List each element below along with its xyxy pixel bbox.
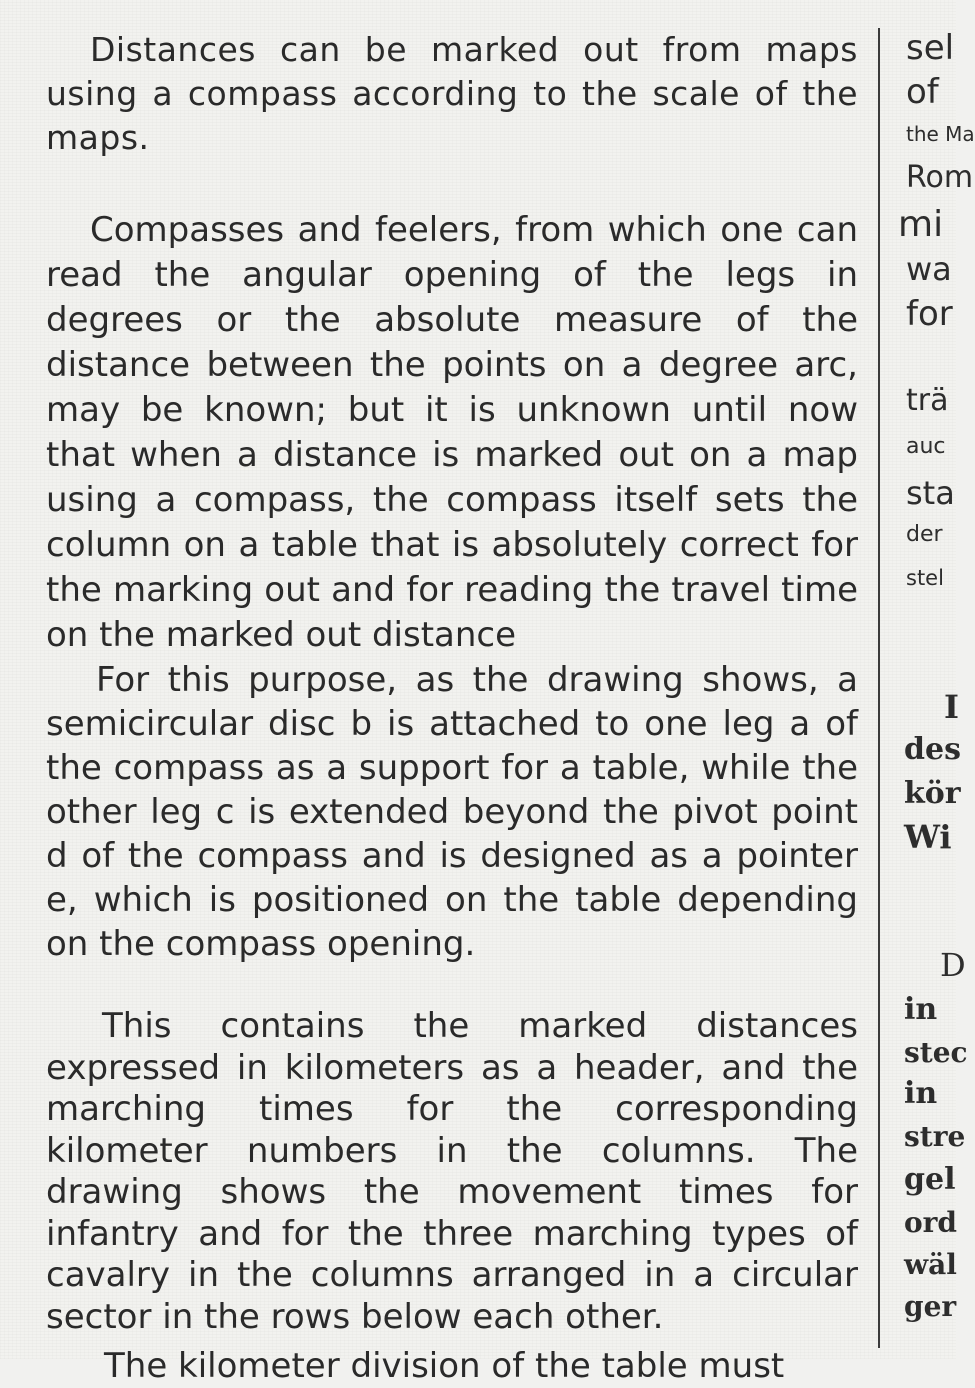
side-fragment: der bbox=[906, 522, 943, 547]
side-fragment: gel bbox=[904, 1162, 956, 1197]
side-fragment: in bbox=[904, 1076, 938, 1111]
side-fragment: stec bbox=[904, 1036, 968, 1069]
side-fragment: sta bbox=[906, 474, 955, 512]
side-fragment: in bbox=[904, 992, 938, 1027]
paragraph-2: Compasses and feelers, from which one can read the angular opening of the legs in degrees or the absolute measure of the distance between the points on a degree arc, may be known; but it is unknown until now that when a distance is marked out on a map using a compass, the compass itself sets the column on a table that is absolutely correct for the marking out and for reading the travel time on the marked out distance bbox=[46, 210, 858, 655]
paragraph-1: Distances can be marked out from maps using a compass according to the scale of the maps. bbox=[46, 30, 858, 157]
main-text-column bbox=[46, 28, 858, 1388]
side-fragment: stre bbox=[904, 1120, 966, 1153]
side-fragment: D bbox=[940, 946, 966, 984]
side-fragment: wa bbox=[906, 250, 952, 288]
side-fragment: for bbox=[906, 294, 953, 334]
side-fragment: des bbox=[904, 732, 961, 767]
side-fragment: ord bbox=[904, 1206, 958, 1239]
side-fragment: kör bbox=[904, 776, 961, 811]
side-fragment: of bbox=[906, 72, 939, 112]
side-fragment: trä bbox=[906, 383, 949, 418]
side-fragment: mi bbox=[898, 204, 944, 245]
paragraph-3: For this purpose, as the drawing shows, a semicircular disc b is attached to one leg a of the compass as a support for a table, while the other leg c is extended beyond the pivot point d of the compass and is designed as a pointer e, which is positioned on the table depending on the compass opening. bbox=[46, 660, 858, 964]
side-fragment: I bbox=[944, 688, 959, 726]
side-fragment: Rom bbox=[906, 160, 974, 195]
side-fragment: ger bbox=[904, 1290, 957, 1323]
adjacent-column-fragments bbox=[896, 0, 975, 1359]
side-fragment: wäl bbox=[904, 1248, 957, 1281]
paragraph-4: This contains the marked distances expressed in kilometers as a header, and the marching times for the corresponding kilometer numbers in the columns. The drawing shows the movement times for infantry and for the three marching types of cavalry in the columns arranged in a circular sector in the rows below each other. bbox=[46, 1006, 858, 1337]
side-fragment: the Ma bbox=[906, 122, 975, 146]
paragraph-5: The kilometer division of the table must bbox=[104, 1346, 785, 1386]
side-fragment: Wi bbox=[904, 818, 952, 856]
side-fragment: stel bbox=[906, 566, 944, 590]
column-divider bbox=[878, 28, 880, 1348]
side-fragment: auc bbox=[906, 434, 946, 459]
side-fragment: sel bbox=[906, 28, 955, 68]
